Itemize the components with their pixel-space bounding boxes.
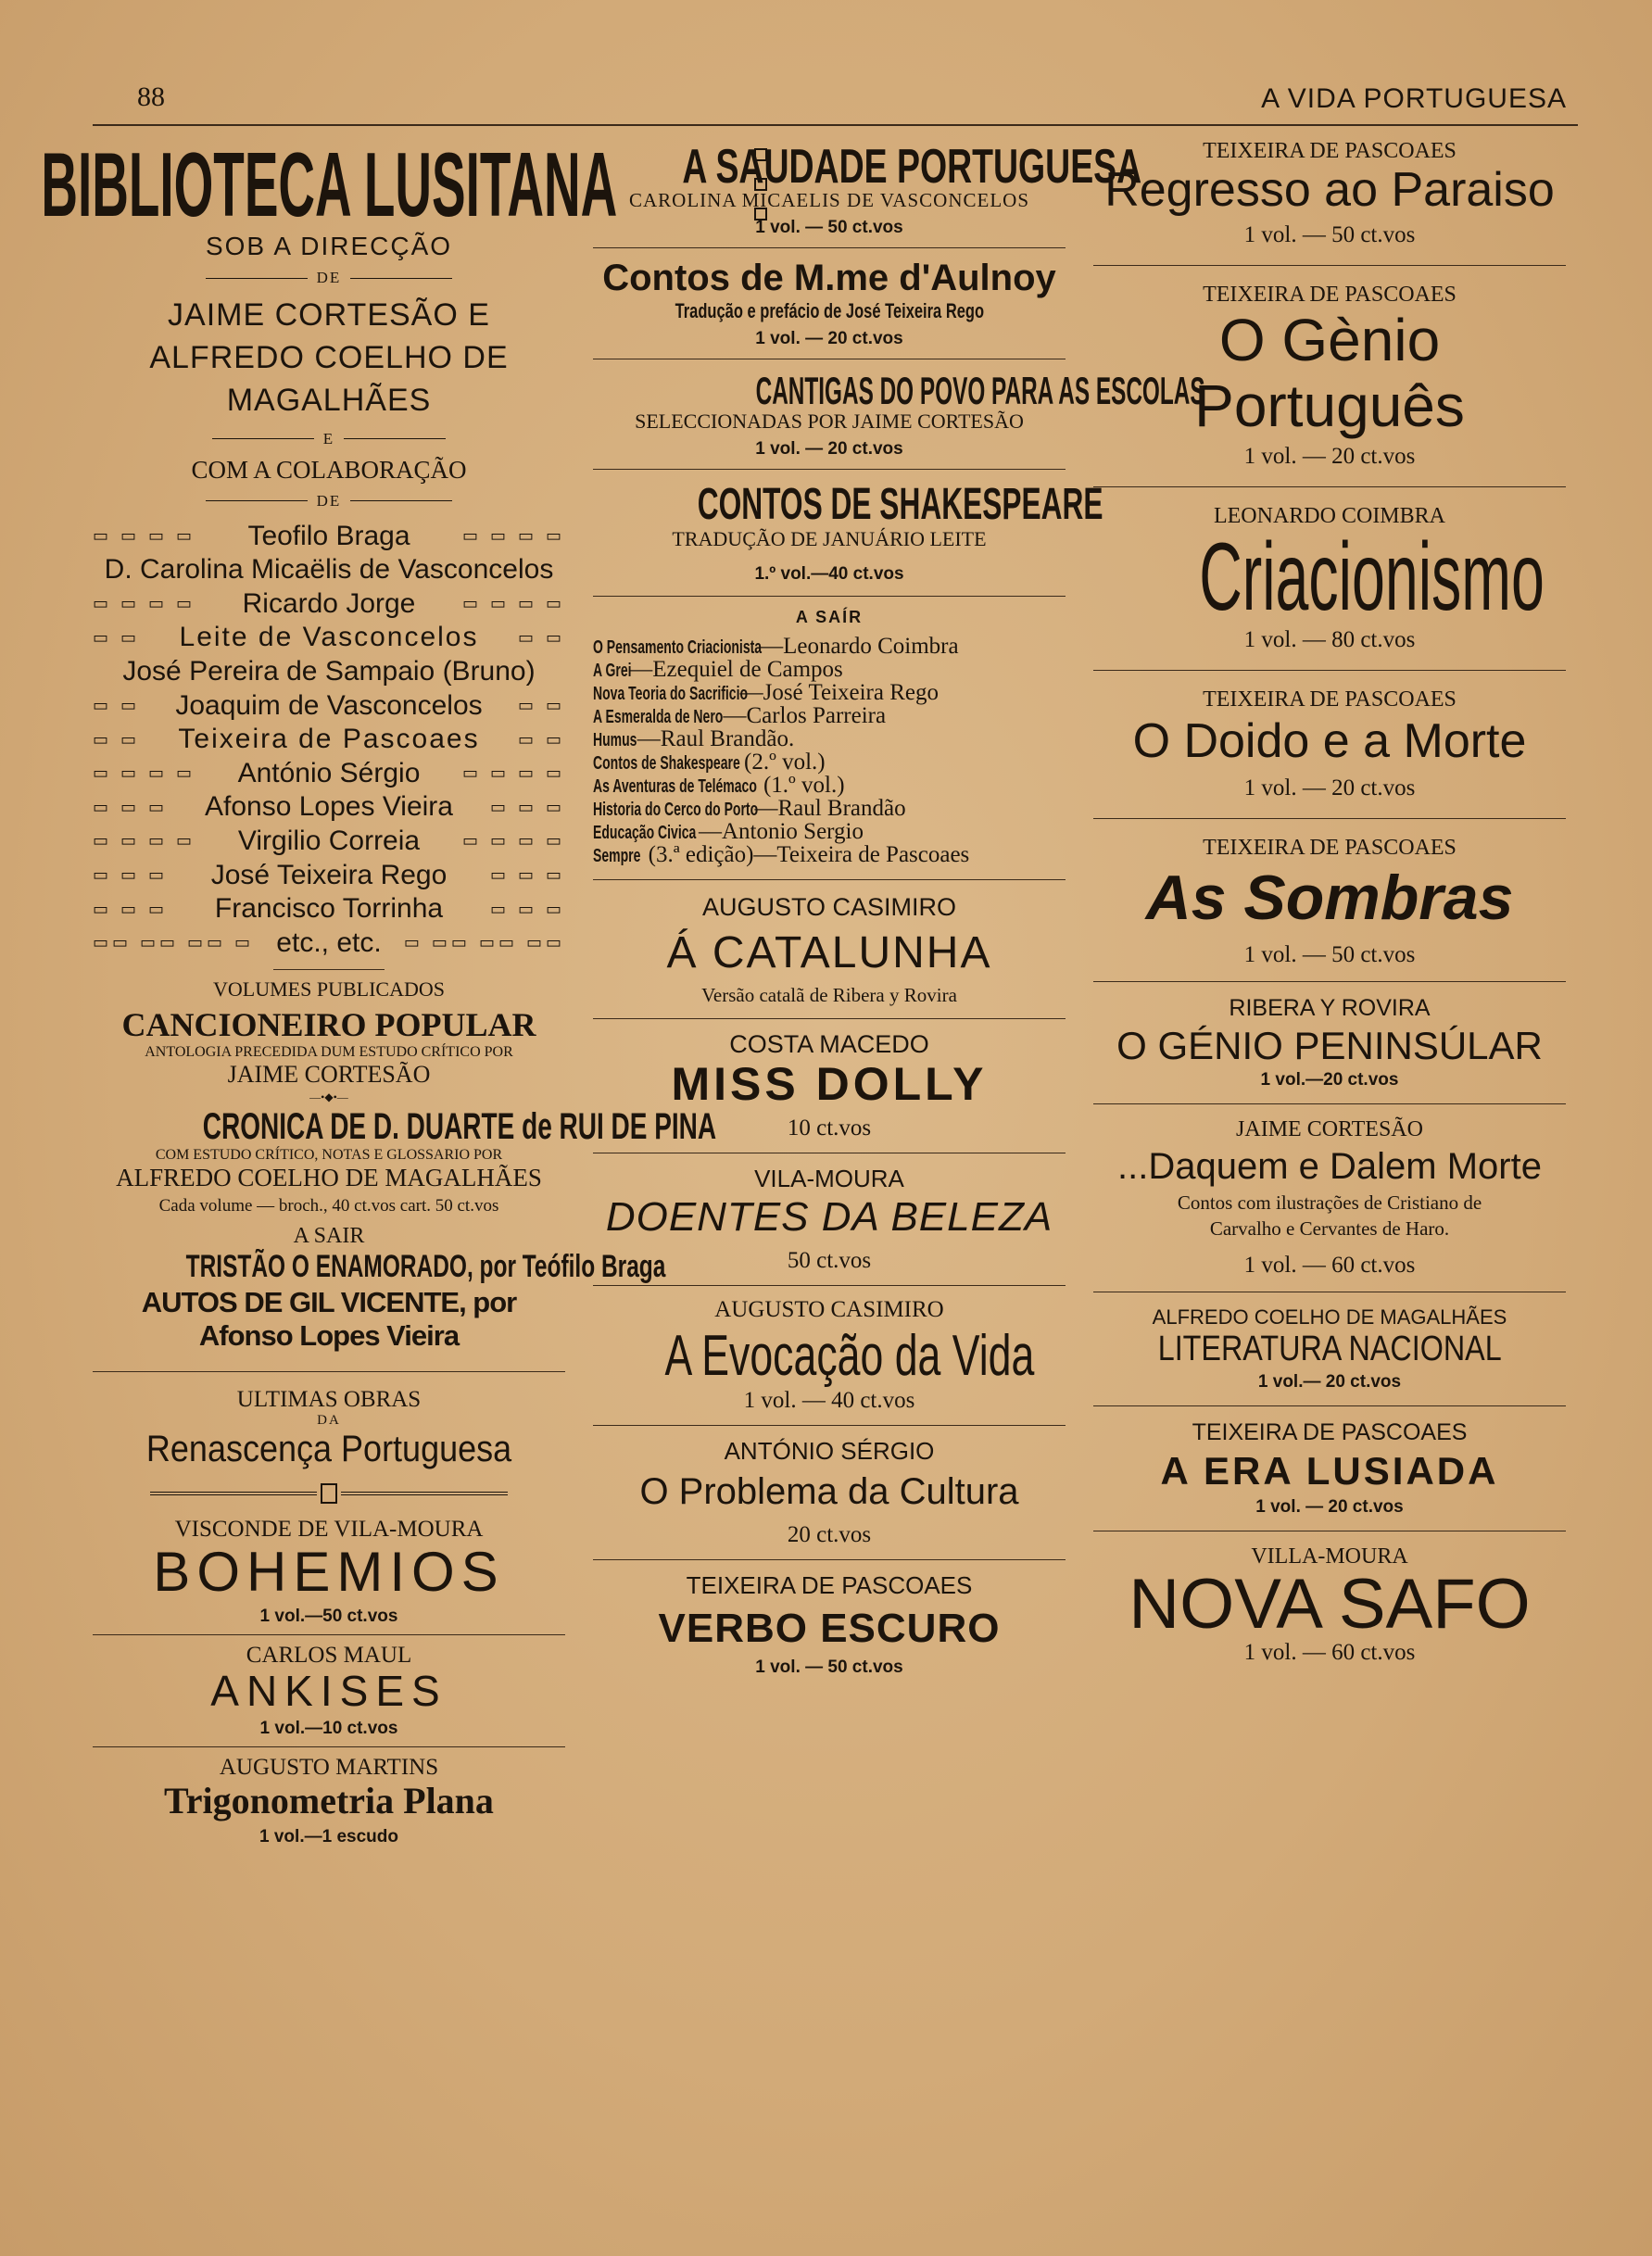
list-item: A Grei—Ezequiel de Campos xyxy=(593,657,843,682)
list-item: D. Carolina Micaëlis de Vasconcelos xyxy=(104,554,554,586)
problema-author: ANTÓNIO SÉRGIO xyxy=(724,1436,935,1465)
list-item: Nova Teoria do Sacrificio—José Teixeira Rego xyxy=(593,680,939,705)
e-label: E xyxy=(93,430,565,448)
dolly-author: COSTA MACEDO xyxy=(729,1030,929,1058)
book-author: TEIXEIRA DE PASCOAES xyxy=(1192,1419,1468,1446)
book-title: ANKISES xyxy=(210,1666,448,1715)
list-item: A Esmeralda de Nero—Carlos Parreira xyxy=(593,703,887,728)
book-price: 1 vol. — 20 ct.vos xyxy=(1243,775,1416,801)
list-item: ▭ ▭ Leite de Vasconcelos ▭ ▭ xyxy=(93,622,565,653)
book-price: 1 vol. — 20 ct.vos xyxy=(1255,1496,1404,1517)
cantigas-title: CANTIGAS DO POVO PARA AS ESCOLAS xyxy=(755,369,1205,412)
library-title: BIBLIOTECA LUSITANA xyxy=(41,133,617,235)
upcoming-list xyxy=(593,635,1066,866)
cronica-sub: COM ESTUDO CRÍTICO, NOTAS E GLOSSARIO POR xyxy=(155,1147,503,1164)
contos-sub: Tradução e prefácio de José Teixeira Rego xyxy=(675,299,984,322)
list-item: As Aventuras de Telémaco (1.º vol.) xyxy=(593,773,845,798)
book-author: VILLA-MOURA xyxy=(1251,1544,1408,1569)
problema-price: 20 ct.vos xyxy=(787,1521,872,1547)
verbo-title: VERBO ESCURO xyxy=(658,1605,1001,1651)
shakespeare-price: 1.º vol.—40 ct.vos xyxy=(754,564,904,584)
list-item: Humus—Raul Brandão. xyxy=(593,726,795,751)
de-label: DE xyxy=(93,269,565,287)
cantigas-sub: SELECCIONADAS POR JAIME CORTESÃO xyxy=(635,410,1024,433)
doentes-price: 50 ct.vos xyxy=(787,1247,872,1273)
page-header xyxy=(93,82,1578,126)
cronica-author: ALFREDO COELHO DE MAGALHÃES xyxy=(116,1164,542,1192)
book-title: Trigonometria Plana xyxy=(164,1779,494,1821)
column-middle xyxy=(593,139,1205,2219)
list-item: ▭ ▭ ▭ Afonso Lopes Vieira ▭ ▭ ▭ xyxy=(93,791,565,823)
list-item: ▭ ▭ Teixeira de Pascoaes ▭ ▭ xyxy=(93,724,565,755)
cancioneiro-sub: ANTOLOGIA PRECEDIDA DUM ESTUDO CRÍTICO POR xyxy=(145,1044,513,1061)
book-author: JAIME CORTESÃO xyxy=(1236,1117,1423,1142)
book-author: TEIXEIRA DE PASCOAES xyxy=(1203,836,1457,861)
list-item: O Pensamento Criacionista—Leonardo Coimbra xyxy=(593,634,959,659)
directors: JAIME CORTESÃO E ALFREDO COELHO DE MAGALHÃES xyxy=(149,297,509,418)
list-item: ▭ ▭ ▭ ▭ Virgilio Correia ▭ ▭ ▭ ▭ xyxy=(93,826,565,857)
forthcoming-1: TRISTÃO O ENAMORADO, por Teófilo Braga xyxy=(185,1249,666,1285)
evocacao-author: AUGUSTO CASIMIRO xyxy=(714,1296,944,1322)
verbo-author: TEIXEIRA DE PASCOAES xyxy=(686,1570,973,1599)
book-author: AUGUSTO MARTINS xyxy=(219,1754,439,1780)
book-price: 1 vol. — 60 ct.vos xyxy=(1243,1253,1416,1279)
book-price: 1 vol. — 50 ct.vos xyxy=(1243,222,1416,248)
catalunha-title: Á CATALUNHA xyxy=(666,928,992,977)
book-price: 1 vol.— 20 ct.vos xyxy=(1257,1372,1402,1393)
book-title: Criacionismo xyxy=(1199,523,1545,631)
collab-label: COM A COLABORAÇÃO xyxy=(191,455,467,484)
a-sair-label: A SAÍR xyxy=(795,608,864,626)
library-masthead xyxy=(41,133,617,235)
book-author: ALFREDO COELHO DE MAGALHÃES xyxy=(1152,1305,1507,1330)
saudade-price: 1 vol. — 50 ct.vos xyxy=(755,218,903,237)
list-item: ▭ ▭ ▭ ▭ Ricardo Jorge ▭ ▭ ▭ ▭ xyxy=(93,587,565,619)
book-price: 1 vol.—1 escudo xyxy=(259,1826,398,1846)
book-title: ...Daquem e Dalem Morte xyxy=(1117,1146,1542,1188)
page-number: 88 xyxy=(137,82,165,112)
book-price: 1 vol.—20 ct.vos xyxy=(1260,1070,1399,1090)
book-price: 1 vol.—50 ct.vos xyxy=(259,1606,398,1626)
book-author: LEONARDO COIMBRA xyxy=(1213,503,1445,528)
saudade-author: CAROLINA MICAELIS DE VASCONCELOS xyxy=(628,189,1029,211)
cantigas-price: 1 vol. — 20 ct.vos xyxy=(755,439,903,459)
list-item: José Pereira de Sampaio (Bruno) xyxy=(122,656,536,687)
catalunha-sub: Versão catalã de Ribera y Rovira xyxy=(701,984,957,1006)
list-item: ▭▭ ▭▭ ▭▭ ▭ etc., etc. ▭ ▭▭ ▭▭ ▭▭ xyxy=(93,926,565,958)
cancioneiro-title: CANCIONEIRO POPULAR xyxy=(121,1006,536,1044)
book-price: 1 vol. — 60 ct.vos xyxy=(1243,1639,1416,1665)
cancioneiro-author: JAIME CORTESÃO xyxy=(227,1061,431,1089)
book-author: RIBERA Y ROVIRA xyxy=(1229,994,1431,1021)
book-title: O Gènio Português xyxy=(1194,307,1465,439)
list-item: ▭ ▭ ▭ ▭ Teofilo Braga ▭ ▭ ▭ ▭ xyxy=(93,520,565,551)
book-author: TEIXEIRA DE PASCOAES xyxy=(1203,283,1457,308)
book-title: O Doido e a Morte xyxy=(1132,713,1527,768)
list-item: ▭ ▭ ▭ José Teixeira Rego ▭ ▭ ▭ xyxy=(93,859,565,890)
book-author: TEIXEIRA DE PASCOAES xyxy=(1203,139,1457,163)
doentes-title: DOENTES DA BELEZA xyxy=(605,1194,1053,1240)
book-title: BOHEMIOS xyxy=(153,1540,505,1603)
list-item: Sempre (3.ª edição)—Teixeira de Pascoaes xyxy=(593,842,970,867)
book-author: TEIXEIRA DE PASCOAES xyxy=(1203,687,1457,712)
volumes-label: VOLUMES PUBLICADOS xyxy=(213,977,445,1002)
book-title: LITERATURA NACIONAL xyxy=(1157,1330,1502,1369)
list-item: Historia do Cerco do Porto—Raul Brandão xyxy=(593,796,906,821)
book-author: VISCONDE DE VILA-MOURA xyxy=(174,1516,484,1542)
shakespeare-sub: TRADUÇÃO DE JANUÁRIO LEITE xyxy=(672,527,987,550)
verbo-price: 1 vol. — 50 ct.vos xyxy=(755,1657,903,1677)
contos-title: Contos de M.me d'Aulnoy xyxy=(602,258,1056,298)
catalunha-author: AUGUSTO CASIMIRO xyxy=(701,893,957,921)
doentes-author: VILA-MOURA xyxy=(754,1165,904,1192)
collaborators-list xyxy=(93,520,565,961)
evocacao-title: A Evocação da Vida xyxy=(664,1323,1035,1388)
ultimas-label: ULTIMAS OBRAS xyxy=(236,1386,422,1412)
book-price: 1 vol. — 20 ct.vos xyxy=(1243,443,1416,469)
cronica-title: CRONICA DE D. DUARTE de RUI DE PINA xyxy=(202,1106,717,1148)
journal-title: A VIDA PORTUGUESA xyxy=(1261,83,1567,114)
book-description: Contos com ilustrações de Cristiano de Carvalho e Cervantes de Haro. xyxy=(1177,1191,1482,1240)
list-item: Educação Civica —Antonio Sergio xyxy=(593,819,864,844)
book-title: NOVA SAFO xyxy=(1129,1564,1531,1644)
book-title: Regresso ao Paraiso xyxy=(1104,163,1555,217)
book-price: 1 vol.—10 ct.vos xyxy=(259,1718,398,1738)
renascenca-title: Renascença Portuguesa xyxy=(145,1428,512,1469)
forthcoming-2: AUTOS DE GIL VICENTE, por Afonso Lopes Vieira xyxy=(141,1286,517,1353)
da-label: DA xyxy=(317,1412,341,1428)
a-sair-label: A SAIR xyxy=(293,1224,365,1249)
column-left: BIBLIOTECA LUSITANA SOB A DIRECÇÃO DE JAIME CORTESÃO E ALFREDO COELHO DE MAGALHÃES E COM A COLABORAÇÃO DE ▭ ▭ ▭ ▭ Teofilo Braga ▭ ▭ ▭ ▭ D. Carolina Micaëlis de Vasconcelos ▭ ▭ ▭ ▭ Ricardo Jorge ▭ ▭ ▭ ▭ ▭ ▭ Leite de Vasconcelos ▭ ▭ José Pereira de Sampaio (Bruno) ▭ ▭ Joaquim de Vasconcelos ▭ ▭ ▭ ▭ Teixeira de Pascoaes ▭ ▭ ▭ ▭ ▭ ▭ António Sérgio ▭ ▭ ▭ ▭ ▭ ▭ ▭ Afonso Lopes Vieira ▭ ▭ ▭ ▭ ▭ ▭ ▭ Virgilio Correia ▭ ▭ ▭ ▭ ▭ ▭ ▭ José Teixeira Rego ▭ ▭ ▭ ▭ ▭ ▭ Francisco Torrinha ▭ ▭ ▭ ▭▭ ▭▭ ▭▭ ▭ etc., etc. ▭ ▭▭ ▭▭ ▭▭ VOLUMES PUBLICADOS CANCIONEIRO POPULAR ANTOLOGIA PRECEDIDA DUM ESTUDO CRÍTICO POR JAIME CORTESÃO —•◆•— CRONICA DE D. DUARTE de RUI DE PINA COM ESTUDO CRÍTICO, NOTAS E GLOSSARIO POR ALFREDO COELHO DE MAGALHÃES Cada volume — broch., 40 ct.vos cart. 50 ct.vos A SAIR TRISTÃO O ENAMORADO, por Teófilo Braga AUTOS DE GIL VICENTE, por Afonso Lopes Vieira ULTIMAS OBRAS DA Renascença Portuguesa VISCONDE DE VILA-MOURA BOHEMIOS 1 vol.—50 ct.vos CARLOS MAUL ANKISES 1 vol.—10 ct.vos AUGUSTO MARTINS Trigonometria Plana 1 vol.—1 escudo xyxy=(93,139,565,2219)
book-price: 1 vol. — 80 ct.vos xyxy=(1243,626,1416,652)
shakespeare-title: CONTOS DE SHAKESPEARE xyxy=(697,480,1103,529)
book-title: O GÉNIO PENINSÚLAR xyxy=(1116,1023,1543,1067)
book-price: 1 vol. — 50 ct.vos xyxy=(1243,941,1416,967)
ornament-rule xyxy=(93,1483,565,1504)
list-item: Contos de Shakespeare (2.º vol.) xyxy=(593,750,826,775)
list-item: ▭ ▭ ▭ ▭ António Sérgio ▭ ▭ ▭ ▭ xyxy=(93,757,565,788)
problema-title: O Problema da Cultura xyxy=(639,1470,1019,1512)
cronica-price: Cada volume — broch., 40 ct.vos cart. 50 ct.vos xyxy=(158,1196,499,1216)
book-title: As Sombras xyxy=(1145,863,1514,934)
list-item: ▭ ▭ ▭ Francisco Torrinha ▭ ▭ ▭ xyxy=(93,893,565,925)
book-title: A ERA LUSIADA xyxy=(1160,1449,1499,1493)
direction-label: SOB A DIRECÇÃO xyxy=(205,232,453,260)
de-label-2: DE xyxy=(93,492,565,510)
column-right xyxy=(1093,139,1566,2219)
dolly-price: 10 ct.vos xyxy=(787,1115,872,1141)
list-item: ▭ ▭ Joaquim de Vasconcelos ▭ ▭ xyxy=(93,689,565,721)
contos-price: 1 vol. — 20 ct.vos xyxy=(755,329,903,348)
saudade-title: A SAUDADE PORTUGUESA xyxy=(682,140,1142,194)
evocacao-price: 1 vol. — 40 ct.vos xyxy=(743,1387,915,1413)
book-author: CARLOS MAUL xyxy=(246,1642,412,1668)
dolly-title: MISS DOLLY xyxy=(671,1058,988,1110)
